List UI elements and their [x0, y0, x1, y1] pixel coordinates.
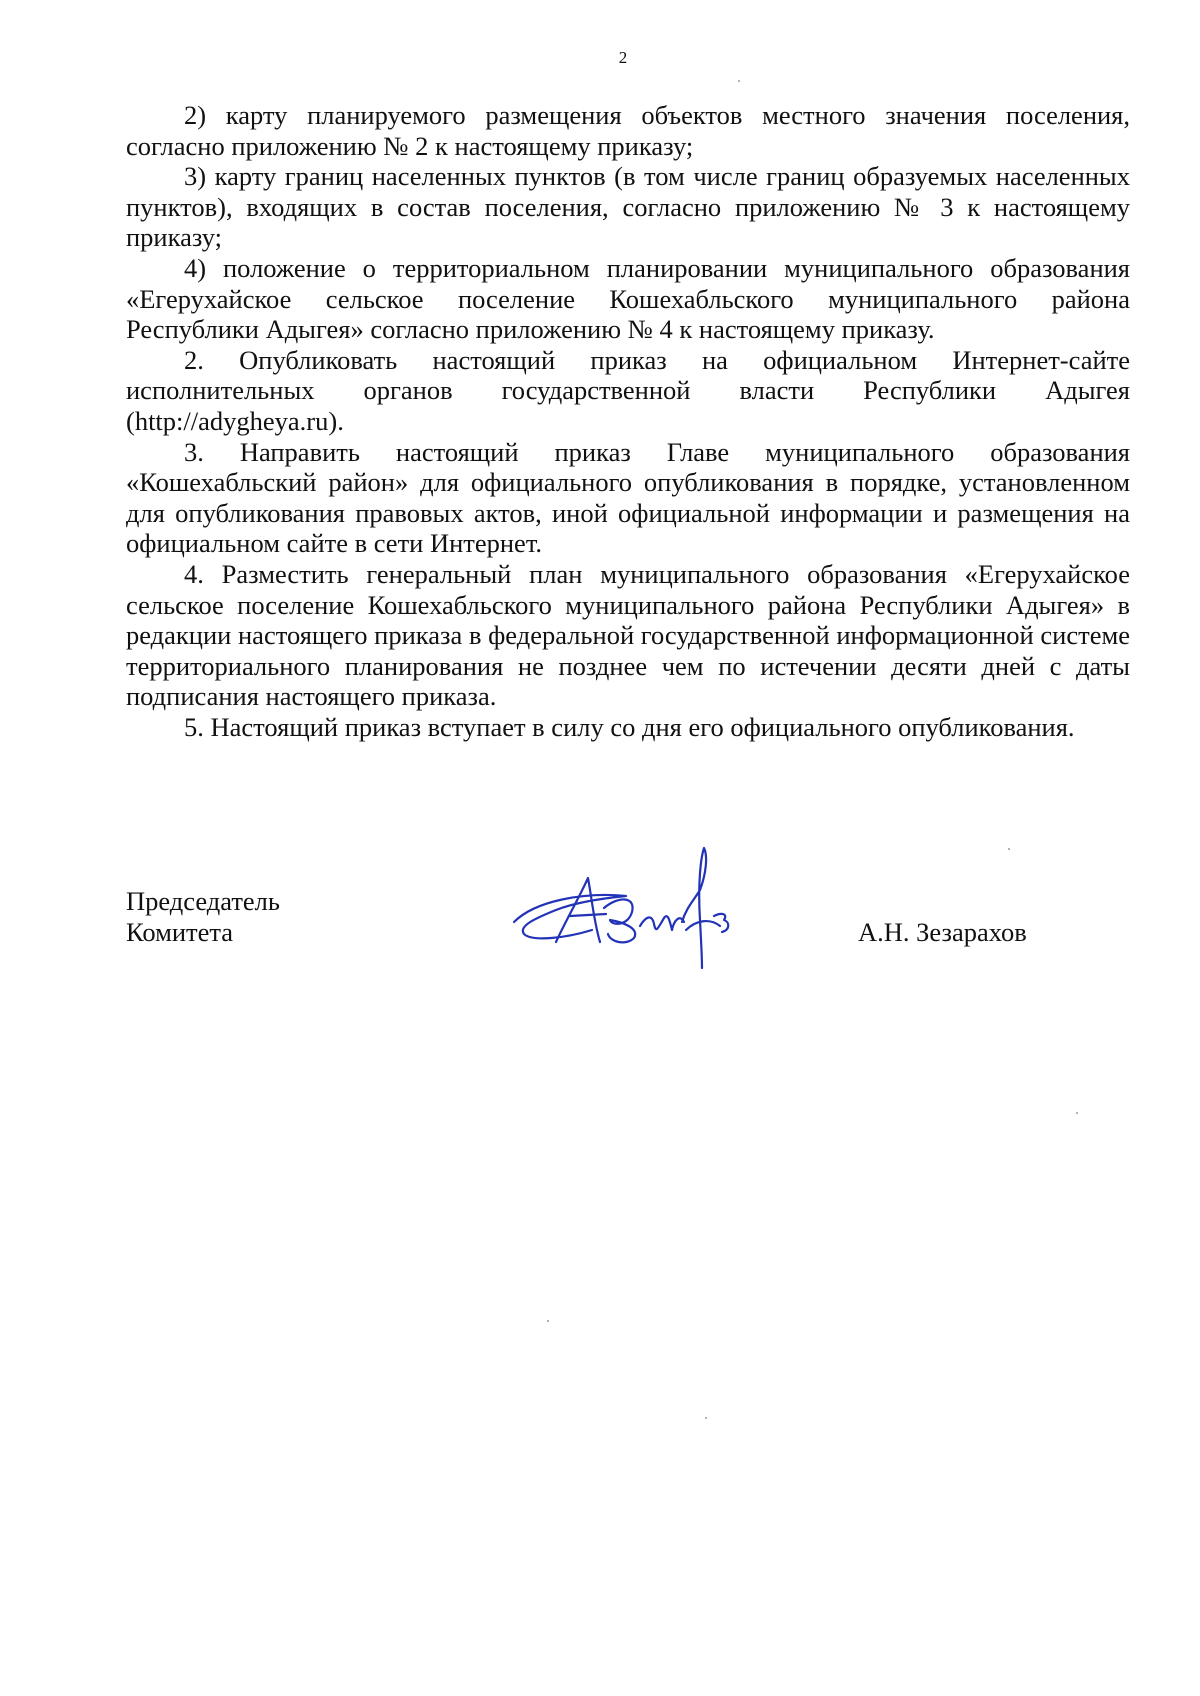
signature-block	[126, 880, 1126, 1030]
page-number: 2	[618, 48, 628, 67]
signer-position	[126, 886, 280, 948]
scan-speck	[738, 80, 740, 82]
paragraph-send-to-head: 3. Направить настоящий приказ Главе муниципального образования «Кошехабльский район» для официального опубликования в порядке, установленном для опубликования правовых актов, иной официальной информации и размещения на официальном сайте в сети Интернет.	[126, 436, 1130, 559]
document-body	[126, 100, 1130, 742]
signer-position-line-2: Комитета	[126, 917, 234, 947]
paragraph-place-general-plan: 4. Разместить генеральный план муниципального образования «Егерухайское сельское поселение Кошехабльского муниципального района Республики Адыгея» в редакции настоящего приказа в федеральной государственной информационной системе территориального планирования не позднее чем по истечении десяти дней с даты подписания настоящего приказа.	[126, 558, 1130, 712]
signer-position-line-1: Председатель	[126, 886, 280, 916]
paragraph-effective-date: 5. Настоящий приказ вступает в силу со дня его официального опубликования.	[184, 711, 1075, 742]
scan-speck	[705, 1417, 707, 1419]
paragraph-publish-website: 2. Опубликовать настоящий приказ на официальном Интернет-сайте исполнительных органов государственной власти Республики Адыгея (http://adygheya.ru).	[126, 344, 1130, 436]
paragraph-item-4-regulation: 4) положение о территориальном планировании муниципального образования «Егерухайское сельское поселение Кошехабльского муниципального района Республики Адыгея» согласно приложению № 4 к настоящему приказу.	[126, 252, 1130, 345]
scan-speck	[1076, 1112, 1078, 1114]
scan-speck	[547, 1320, 549, 1322]
paragraph-item-3-map: 3) карту границ населенных пунктов (в том числе границ образуемых населенных пунктов), входящих в состав поселения, согласно приложению № 3 к настоящему приказу;	[126, 161, 1130, 253]
scan-speck	[1008, 848, 1010, 850]
signer-name: А.Н. Зезарахов	[858, 917, 1027, 947]
handwritten-signature	[496, 830, 756, 990]
paragraph-item-2-map: 2) карту планируемого размещения объектов местного значения поселения, согласно приложению № 2 к настоящему приказу;	[126, 100, 1130, 161]
